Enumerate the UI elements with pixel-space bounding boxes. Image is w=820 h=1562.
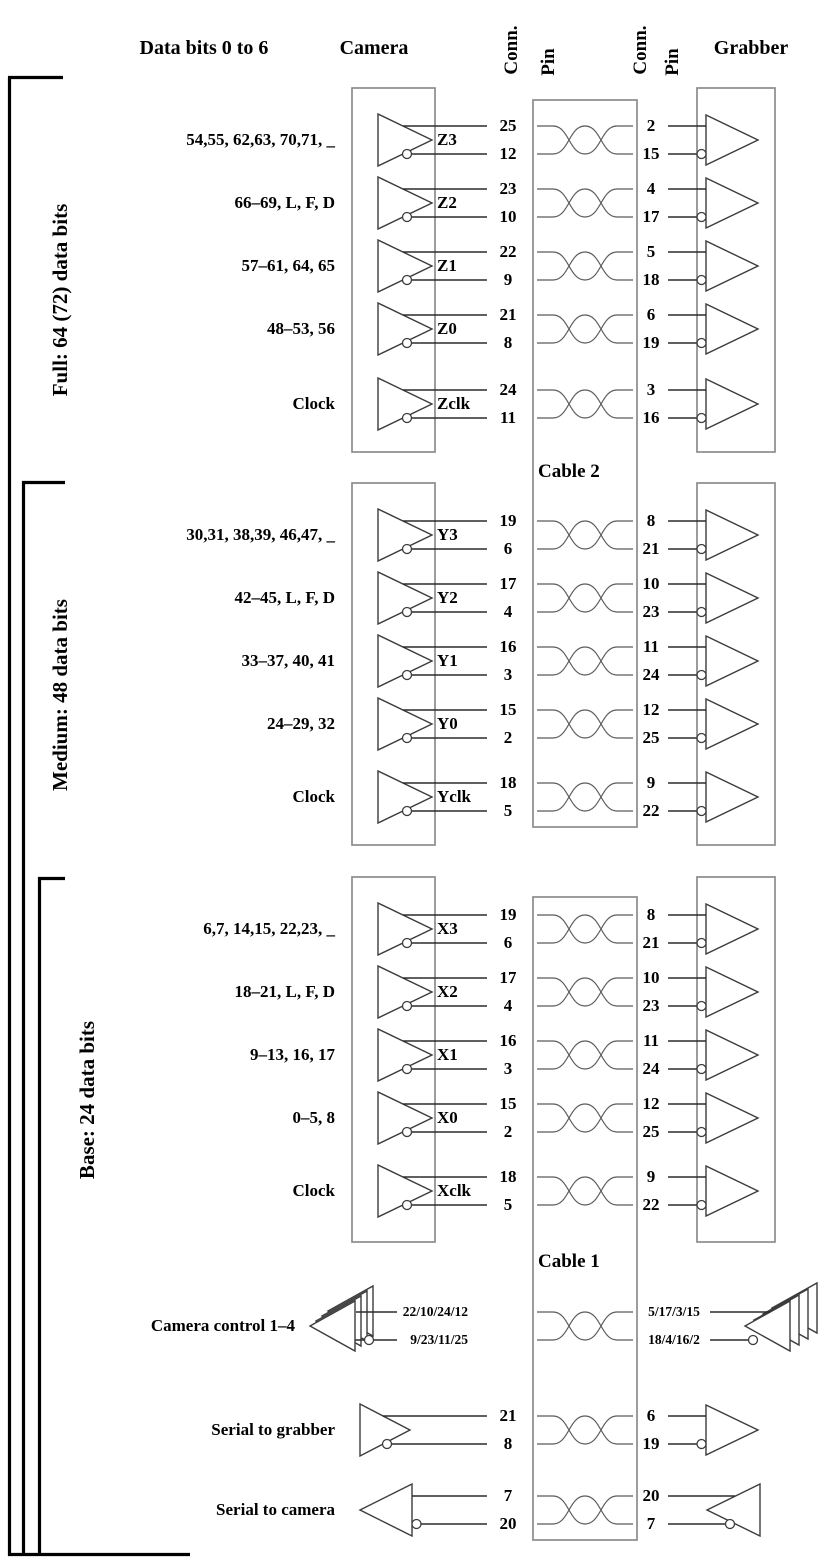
camera-pin-top: 16 bbox=[499, 1031, 517, 1050]
grabber-pin-top: 5/17/3/15 bbox=[648, 1304, 700, 1319]
data-bits-label: 48–53, 56 bbox=[267, 319, 335, 338]
data-bits-label: 0–5, 8 bbox=[292, 1108, 335, 1127]
camera-pin-bottom: 2 bbox=[503, 1122, 513, 1141]
grabber-pin-bottom: 22 bbox=[642, 1195, 660, 1214]
line-receiver-icon bbox=[360, 1484, 412, 1536]
data-bits-label: Clock bbox=[292, 394, 335, 413]
grabber-pin-bottom: 19 bbox=[642, 1434, 660, 1453]
signal-label: Z2 bbox=[437, 193, 457, 212]
grabber-pin-bottom: 7 bbox=[646, 1514, 656, 1533]
grabber-pin-bottom: 21 bbox=[642, 539, 660, 558]
camera-pin-bottom: 8 bbox=[503, 1434, 513, 1453]
camera-pin-bottom: 9/23/11/25 bbox=[410, 1332, 468, 1347]
camera-pin-bottom: 10 bbox=[499, 207, 517, 226]
camera-pin-bottom: 5 bbox=[503, 801, 513, 820]
camera-pin-bottom: 9 bbox=[503, 270, 513, 289]
camera-control-label: Camera control 1–4 bbox=[150, 1316, 295, 1335]
section-label-medium: Medium: 48 data bits bbox=[48, 599, 72, 791]
data-bits-label: 24–29, 32 bbox=[267, 714, 335, 733]
grabber-pin-bottom: 16 bbox=[642, 408, 660, 427]
grabber-pin-top: 20 bbox=[642, 1486, 660, 1505]
grabber-pin-bottom: 17 bbox=[642, 207, 660, 226]
grabber-pin-top: 4 bbox=[646, 179, 656, 198]
camera-pin-top: 24 bbox=[499, 380, 517, 399]
grabber-pin-top: 12 bbox=[642, 700, 660, 719]
serial-to-camera-label: Serial to camera bbox=[216, 1500, 335, 1519]
camera-pin-top: 17 bbox=[499, 574, 517, 593]
grabber-pin-top: 8 bbox=[646, 511, 656, 530]
camera-pin-bottom: 12 bbox=[499, 144, 517, 163]
camera-pin-top: 21 bbox=[499, 305, 517, 324]
camera-pin-top: 21 bbox=[499, 1406, 517, 1425]
line-receiver-icon bbox=[706, 1405, 758, 1455]
data-bits-label: Clock bbox=[292, 787, 335, 806]
data-bits-label: 54,55, 62,63, 70,71, _ bbox=[186, 130, 335, 149]
grabber-pin-bottom: 24 bbox=[642, 1059, 660, 1078]
camera-pin-bottom: 8 bbox=[503, 333, 513, 352]
grabber-pin-top: 6 bbox=[646, 305, 656, 324]
signal-label: Y3 bbox=[437, 525, 458, 544]
grabber-pin-top: 12 bbox=[642, 1094, 660, 1113]
camera-pin-bottom: 6 bbox=[503, 933, 513, 952]
camera-pin-bottom: 3 bbox=[503, 1059, 513, 1078]
signal-label: Y2 bbox=[437, 588, 458, 607]
pin-header-left: Pin bbox=[538, 48, 559, 76]
camera-pin-top: 7 bbox=[503, 1486, 513, 1505]
camera-pin-bottom: 5 bbox=[503, 1195, 513, 1214]
camera-pin-top: 16 bbox=[499, 637, 517, 656]
signal-label: Xclk bbox=[437, 1181, 471, 1200]
camera-pin-top: 19 bbox=[499, 511, 517, 530]
camera-pin-top: 15 bbox=[499, 1094, 517, 1113]
grabber-pin-top: 3 bbox=[646, 380, 656, 399]
section-label-base: Base: 24 data bits bbox=[75, 1020, 99, 1180]
signal-label: Y1 bbox=[437, 651, 458, 670]
grabber-pin-bottom: 19 bbox=[642, 333, 660, 352]
conn-header-right: Conn. bbox=[630, 25, 651, 75]
signal-label: Z0 bbox=[437, 319, 457, 338]
camera-pin-top: 15 bbox=[499, 700, 517, 719]
data-bits-label: 33–37, 40, 41 bbox=[241, 651, 335, 670]
grabber-pin-bottom: 25 bbox=[642, 1122, 660, 1141]
signal-label: Z1 bbox=[437, 256, 457, 275]
grabber-pin-bottom: 23 bbox=[642, 996, 660, 1015]
signal-label: X0 bbox=[437, 1108, 458, 1127]
camera-pin-top: 17 bbox=[499, 968, 517, 987]
cable1-label: Cable 1 bbox=[538, 1251, 600, 1272]
grabber-pin-top: 10 bbox=[642, 968, 660, 987]
camera-pin-bottom: 20 bbox=[499, 1514, 517, 1533]
data-bits-label: Clock bbox=[292, 1181, 335, 1200]
data-bits-header: Data bits 0 to 6 bbox=[139, 37, 269, 59]
camera-pin-bottom: 4 bbox=[503, 602, 513, 621]
line-driver-icon bbox=[707, 1484, 760, 1536]
grabber-pin-top: 6 bbox=[646, 1406, 656, 1425]
camera-pin-top: 18 bbox=[499, 1167, 517, 1186]
camera-pin-top: 22 bbox=[499, 242, 517, 261]
grabber-pin-bottom: 22 bbox=[642, 801, 660, 820]
grabber-pin-bottom: 23 bbox=[642, 602, 660, 621]
grabber-pin-bottom: 15 bbox=[642, 144, 660, 163]
grabber-pin-top: 2 bbox=[646, 116, 656, 135]
signal-label: Zclk bbox=[437, 394, 471, 413]
grabber-pin-top: 9 bbox=[646, 1167, 656, 1186]
grabber-pin-top: 5 bbox=[646, 242, 656, 261]
section-label-full: Full: 64 (72) data bits bbox=[48, 203, 72, 397]
data-bits-label: 66–69, L, F, D bbox=[234, 193, 335, 212]
signal-label: X2 bbox=[437, 982, 458, 1001]
grabber-header: Grabber bbox=[713, 37, 789, 59]
conn-header-left: Conn. bbox=[501, 25, 522, 75]
grabber-pin-bottom: 18/4/16/2 bbox=[648, 1332, 700, 1347]
camera-pin-top: 23 bbox=[499, 179, 517, 198]
signal-label: Yclk bbox=[437, 787, 471, 806]
camera-pin-bottom: 11 bbox=[499, 408, 517, 427]
camera-pin-bottom: 2 bbox=[503, 728, 513, 747]
grabber-pin-bottom: 24 bbox=[642, 665, 660, 684]
pin-header-right: Pin bbox=[662, 48, 683, 76]
cable2-label: Cable 2 bbox=[538, 461, 600, 482]
signal-label: X1 bbox=[437, 1045, 458, 1064]
grabber-pin-top: 11 bbox=[642, 1031, 660, 1050]
serial-to-grabber-row-graphics bbox=[360, 1404, 758, 1456]
camera-pin-top: 19 bbox=[499, 905, 517, 924]
camera-pin-top: 18 bbox=[499, 773, 517, 792]
data-bits-label: 6,7, 14,15, 22,23, _ bbox=[203, 919, 335, 938]
camera-pin-top: 22/10/24/12 bbox=[402, 1304, 468, 1319]
grabber-pin-top: 11 bbox=[642, 637, 660, 656]
camera-pin-bottom: 3 bbox=[503, 665, 513, 684]
camera-header: Camera bbox=[339, 37, 409, 59]
grabber-pin-top: 8 bbox=[646, 905, 656, 924]
grabber-pin-bottom: 18 bbox=[642, 270, 660, 289]
grabber-pin-bottom: 21 bbox=[642, 933, 660, 952]
grabber-pin-top: 9 bbox=[646, 773, 656, 792]
data-bits-label: 57–61, 64, 65 bbox=[241, 256, 335, 275]
serial-to-grabber-label: Serial to grabber bbox=[211, 1420, 335, 1439]
grabber-pin-bottom: 25 bbox=[642, 728, 660, 747]
serial-to-camera-row-graphics bbox=[360, 1484, 760, 1536]
data-bits-label: 9–13, 16, 17 bbox=[250, 1045, 335, 1064]
data-bits-label: 30,31, 38,39, 46,47, _ bbox=[186, 525, 335, 544]
grabber-pin-top: 10 bbox=[642, 574, 660, 593]
signal-label: X3 bbox=[437, 919, 458, 938]
camera-pin-bottom: 6 bbox=[503, 539, 513, 558]
signal-label: Y0 bbox=[437, 714, 458, 733]
data-bits-label: 18–21, L, F, D bbox=[234, 982, 335, 1001]
signal-label: Z3 bbox=[437, 130, 457, 149]
data-bits-label: 42–45, L, F, D bbox=[234, 588, 335, 607]
camera-pin-bottom: 4 bbox=[503, 996, 513, 1015]
camera-pin-top: 25 bbox=[499, 116, 517, 135]
